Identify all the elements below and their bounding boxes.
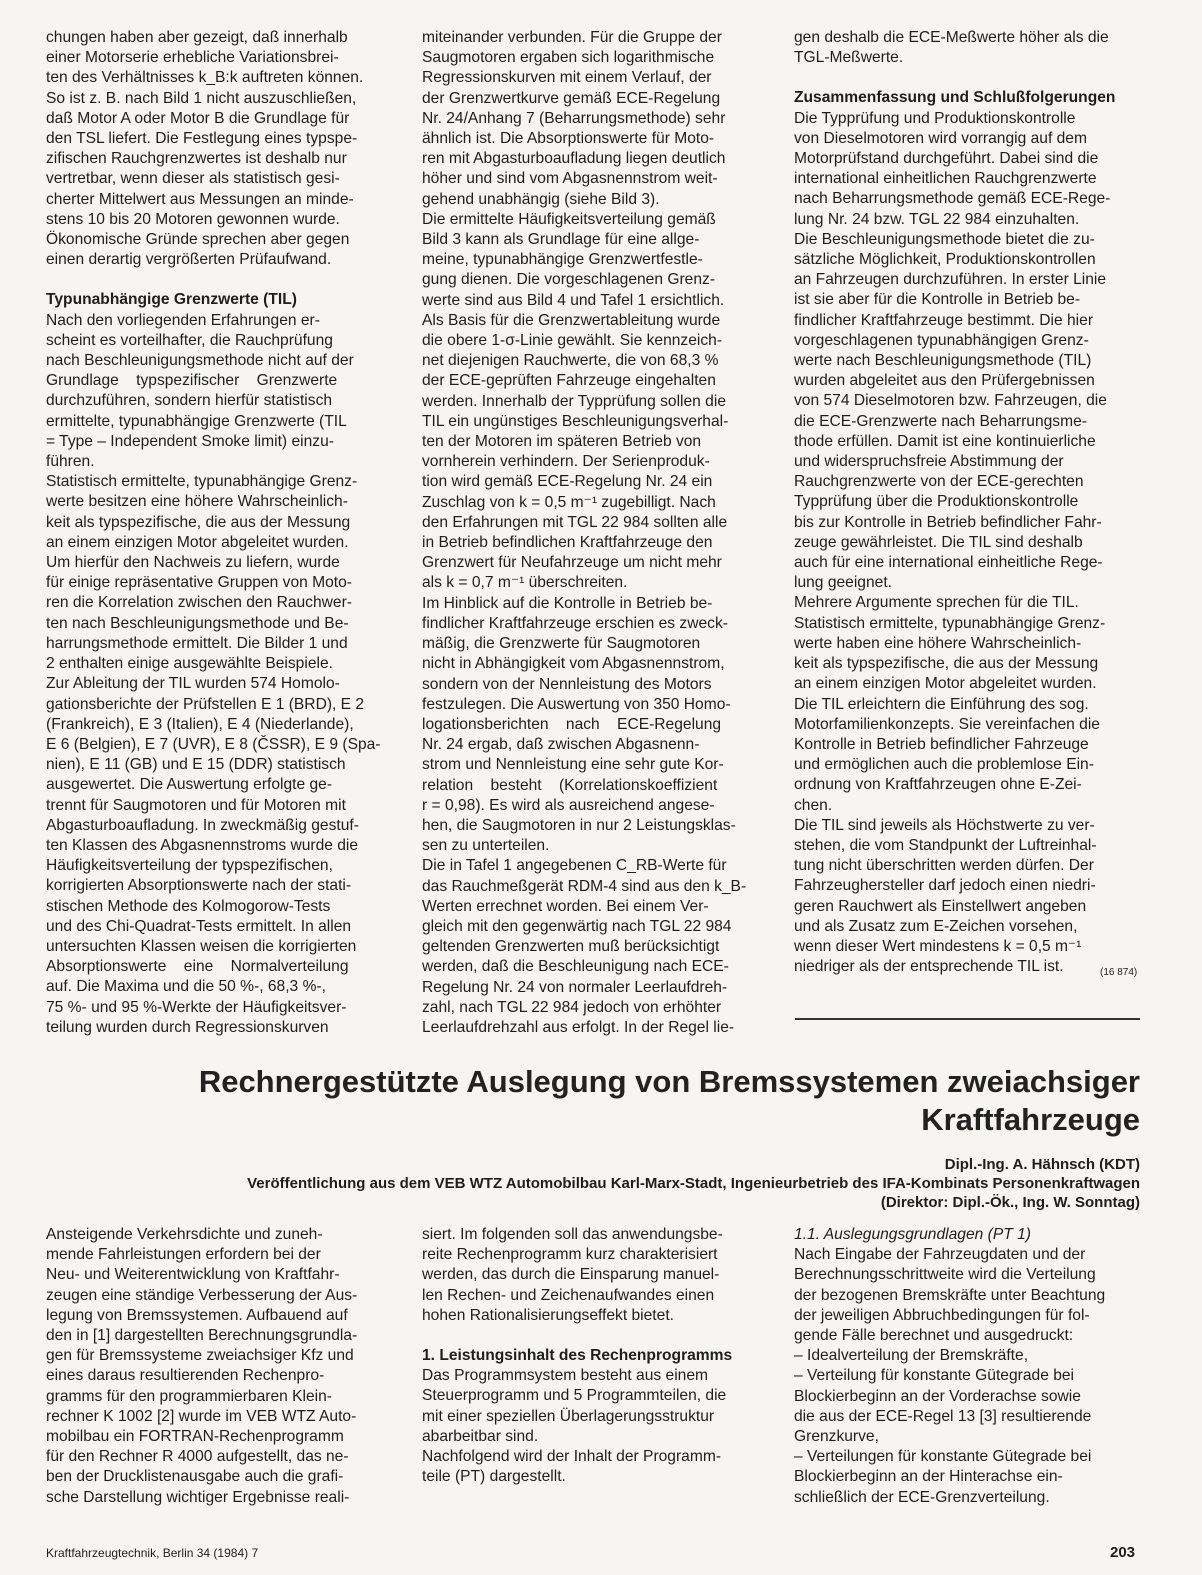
text-line: r = 0,98). Es wird als ausreichend angese- [422, 796, 715, 814]
text-line: gramms für den programmierbaren Klein- [46, 1387, 332, 1405]
text-line: werden, das durch die Einsparung manuel- [422, 1266, 720, 1284]
text-line: – Verteilung für konstante Gütegrade bei [794, 1367, 1075, 1385]
text-line: lung geeignet. [794, 574, 892, 592]
text-line: das Rauchmeßgerät RDM-4 sind aus den k_B- [422, 877, 747, 895]
text-line: hohen Rationalisierungseffekt bietet. [422, 1306, 674, 1324]
text-line: nach Beharrungsmethode gemäß ECE-Rege- [794, 190, 1111, 208]
text-line: zahl, nach TGL 22 984 jedoch von erhöhter [422, 998, 722, 1016]
text-line: Die Beschleunigungsmethode bietet die zu- [794, 230, 1095, 248]
text-line: Neu- und Weiterentwicklung von Kraftfahr- [46, 1266, 340, 1284]
text-line: logationsberichten nach ECE-Regelung [422, 715, 722, 733]
text-line: strom und Nennleistung eine sehr gute Kor- [422, 756, 724, 774]
article-title [60, 1063, 1140, 1139]
text-line: der ECE-geprüften Fahrzeuge eingehalten [422, 372, 716, 390]
text-line: ben der Drucklistenausgabe auch die grafi- [46, 1468, 344, 1486]
text-line: höher und sind vom Abgasnennstrom weit- [422, 170, 718, 188]
text-line: Grenzwert für Neufahrzeuge um nicht mehr [422, 554, 722, 572]
text-line: meine, typunabhängige Grenzwertfestle- [422, 251, 703, 269]
text-line: daß Motor A oder Motor B die Grundlage für [46, 109, 350, 127]
text-line: Zuschlag von k = 0,5 m⁻¹ zugebilligt. Nach [422, 493, 716, 511]
text-line: Statistisch ermittelte, typunabhängige Grenz- [794, 614, 1106, 632]
text-line: Kontrolle in Betrieb befindlicher Fahrzeuge [794, 735, 1089, 753]
text-line: chen. [794, 796, 833, 814]
text-line: gende Fälle berechnet und ausgedruckt: [794, 1327, 1074, 1345]
text-line: an Fahrzeugen durchzuführen. In erster Linie [794, 271, 1107, 289]
text-line: Typprüfung über die Produktionskontrolle [794, 493, 1079, 511]
text-line: sätzliche Möglichkeit, Produktionskontrollen [794, 251, 1096, 269]
text-line: lung Nr. 24 bzw. TGL 22 984 einzuhalten. [794, 210, 1080, 228]
text-line: werden. Innerhalb der Typprüfung sollen die [422, 392, 726, 410]
text-line: korrigierten Absorptionswerte nach der stati- [46, 877, 352, 895]
text-line: den TSL liefert. Die Festlegung eines typspe- [46, 130, 358, 148]
text-line: miteinander verbunden. Für die Gruppe der [422, 29, 722, 46]
text-line: Die in Tafel 1 angegebenen C_RB-Werte für [422, 857, 727, 875]
journal-footer: Kraftfahrzeugtechnik, Berlin 34 (1984) 7 [46, 1546, 259, 1560]
text-line: TGL-Meßwerte. [794, 49, 904, 67]
text-line: E 6 (Belgien), E 7 (UVR), E 8 (ČSSR), E 9 (Spa- [46, 735, 381, 753]
text-line: trennt für Saugmotoren und für Motoren mit [46, 796, 346, 814]
text-line: stischen Methode des Kolmogorow-Tests [46, 897, 331, 915]
text-line: Im Hinblick auf die Kontrolle in Betrieb be- [422, 594, 713, 612]
text-line: = Type – Independent Smoke limit) einzu- [46, 432, 334, 450]
column-1 [46, 28, 396, 1038]
text-line: einen derartig vergrößerten Prüfaufwand. [46, 251, 332, 269]
text-line: Zur Ableitung der TIL wurden 574 Homolo- [46, 675, 340, 693]
text-line: durchzuführen, sondern hierfür statistisch [46, 392, 333, 410]
text-line: gleich mit den gegenwärtig nach TGL 22 984 [422, 917, 732, 935]
text-line: Die Typprüfung und Produktionskontrolle [794, 109, 1076, 127]
text-line: ermittelte, typunabhängige Grenzwerte (TIL [46, 412, 347, 430]
text-line: ten der Motoren im späteren Betrieb von [422, 433, 702, 451]
text-line: gen deshalb die ECE-Meßwerte höher als die [794, 29, 1109, 46]
text-line: sche Darstellung wichtiger Ergebnisse reali- [46, 1488, 350, 1506]
text-line: ähnlich ist. Die Absorptionswerte für Moto- [422, 130, 715, 148]
column-2 [422, 28, 772, 1038]
text-line: siert. Im folgenden soll das anwendungsbe- [422, 1226, 723, 1243]
text-line: chungen haben aber gezeigt, daß innerhalb [46, 29, 348, 46]
text-line: sondern von der Nennleistung des Motors [422, 675, 712, 693]
text-line: ten Klassen des Abgasnennstroms wurde die [46, 836, 359, 854]
author-name: Dipl.-Ing. A. Hähnsch (KDT) [944, 1156, 1140, 1173]
text-line: Als Basis für die Grenzwertableitung wurde [422, 311, 721, 329]
text-line: Nach den vorliegenden Erfahrungen er- [46, 311, 320, 329]
text-line: festzulegen. Die Auswertung von 350 Homo- [422, 695, 731, 713]
text-line: werte nach Beschleunigungsmethode (TIL) [794, 352, 1092, 370]
text-line: (Frankreich), E 3 (Italien), E 4 (Niederlande), [46, 715, 354, 733]
text-line: stehen, die vom Standpunkt der Luftreinhal- [794, 836, 1097, 854]
text-line: Regelung Nr. 24 von normaler Leerlaufdreh- [422, 978, 728, 996]
text-line: ist sie aber für die Kontrolle in Betrieb be- [794, 291, 1081, 309]
text-line: auf. Die Maxima und die 50 %-, 68,3 %-, [46, 978, 326, 996]
text-line: Werten errechnet worden. Bei einem Ver- [422, 897, 709, 915]
text-line: Bild 3 kann als Grundlage für eine allge- [422, 231, 700, 249]
text-line: der bezogenen Bremskräfte unter Beachtung [794, 1286, 1106, 1304]
column-3-text-2 [794, 109, 1144, 978]
text-line: bis zur Kontrolle in Betrieb befindlicher Fahr- [794, 513, 1102, 531]
text-line: abarbeitbar sind. [422, 1427, 539, 1445]
text-line: wenn dieser Wert mindestens k = 0,5 m⁻¹ [794, 937, 1082, 955]
text-line: mit einer speziellen Überlagerungsstruktur [422, 1407, 715, 1425]
text-line: vorgeschlagenen typunabhängigen Grenz- [794, 331, 1089, 349]
text-line: gationsberichte der Prüfstellen E 1 (BRD), E 2 [46, 695, 365, 713]
column-2-text [422, 28, 772, 1038]
text-line: Regressionskurven mit einem Verlauf, der [422, 69, 712, 87]
text-line: untersuchten Klassen weisen die korrigierten [46, 937, 357, 955]
text-line: vornherein verhindern. Der Serienproduk- [422, 453, 710, 471]
article-column-2 [422, 1225, 772, 1487]
text-line: ausgewertet. Die Auswertung erfolgte ge- [46, 776, 333, 794]
text-line: Abgasturboaufladung. In zweckmäßig gestuf- [46, 816, 359, 834]
text-line: legung von Bremssystemen. Aufbauend auf [46, 1306, 348, 1324]
text-line: keit als typspezifische, die aus der Messung [794, 655, 1099, 673]
text-line: 2 enthalten einige ausgewählte Beispiele. [46, 655, 333, 673]
article-column-3 [794, 1225, 1144, 1508]
text-line: und des Chi-Quadrat-Tests ermittelt. In allen [46, 917, 352, 935]
column-3-text [794, 28, 1144, 68]
text-line: harrungsmethode ermittelt. Die Bilder 1 und [46, 634, 348, 652]
text-line: für den Rechner R 4000 aufgestellt, das ne- [46, 1448, 349, 1466]
text-line: gung dienen. Die vorgeschlagenen Grenz- [422, 271, 716, 289]
section-heading-til: Typunabhängige Grenzwerte (TIL) [46, 291, 297, 309]
text-line: – Verteilungen für konstante Gütegrade bei [794, 1448, 1092, 1466]
text-line: der Grenzwertkurve gemäß ECE-Regelung [422, 89, 721, 107]
text-line: für einige repräsentative Gruppen von Moto- [46, 574, 352, 592]
text-line: gen für Bremssysteme zweiachsiger Kfz und [46, 1347, 354, 1365]
text-line: nien), E 11 (GB) und E 15 (DDR) statistisch [46, 756, 346, 774]
text-line: Blockierbeginn an der Vorderachse sowie [794, 1387, 1081, 1405]
text-line: hen, die Saugmotoren in nur 2 Leistungsklas- [422, 816, 736, 834]
text-line: ten nach Beschleunigungsmethode und Be- [46, 614, 349, 632]
article-title-line-1: Rechnergestützte Auslegung von Bremssystemen zweiachsiger [198, 1064, 1140, 1099]
text-line: und ermöglichen auch die problemlose Ein- [794, 756, 1094, 774]
text-line: Leerlaufdrehzahl aus erfolgt. In der Regel lie- [422, 1018, 735, 1036]
text-line: auch für eine international einheitliche Rege- [794, 554, 1103, 572]
text-line: teile (PT) dargestellt. [422, 1468, 566, 1486]
text-line: Motorprüfstand durchgeführt. Dabei sind die [794, 150, 1099, 168]
subsection-heading-pt1: 1.1. Auslegungsgrundlagen (PT 1) [794, 1226, 1031, 1243]
text-line: wurden abgeleitet aus den Prüfergebnissen [794, 372, 1095, 390]
text-line: nach Beschleunigungsmethode nicht auf der [46, 352, 354, 370]
text-line: zeuge gewährleistet. Die TIL sind deshalb [794, 533, 1083, 551]
text-line: gehend unabhängig (siehe Bild 3). [422, 190, 660, 208]
text-line: von 574 Dieselmotoren bzw. Fahrzeugen, die [794, 392, 1107, 410]
text-line: Um hierfür den Nachweis zu liefern, wurde [46, 554, 340, 572]
page-number: 203 [1110, 1544, 1136, 1561]
text-line: ten des Verhältnisses k_B:k auftreten können. [46, 69, 364, 87]
text-line: an einem einzigen Motor abgeleitet wurden. [794, 675, 1097, 693]
text-line: zeugen eine ständige Verbesserung der Aus- [46, 1286, 358, 1304]
text-line: So ist z. B. nach Bild 1 nicht auszuschließen, [46, 89, 357, 107]
article-title-line-2: Kraftfahrzeuge [921, 1102, 1140, 1137]
text-line: als k = 0,7 m⁻¹ überschreiten. [422, 574, 628, 592]
text-line: zifischen Rauchgrenzwertes ist deshalb nur [46, 150, 347, 168]
text-line: scheint es vorteilhafter, die Rauchprüfung [46, 331, 333, 349]
text-line: – Idealverteilung der Bremskräfte, [794, 1347, 1029, 1365]
text-line: vertretbar, wenn dieser als statistisch gesi- [46, 170, 340, 188]
text-line: findlicher Kraftfahrzeuge bestimmt. Die hier [794, 311, 1094, 329]
text-line: net diejenigen Rauchwerte, die von 68,3 % [422, 352, 719, 370]
text-line: teilung wurden durch Regressionskurven [46, 1018, 329, 1036]
text-line: mäßig, die Grenzwerte für Saugmotoren [422, 635, 701, 653]
text-line: Grenzkurve, [794, 1428, 879, 1446]
text-line: einer Motorserie erhebliche Variationsbrei- [46, 49, 339, 67]
text-line: Berechnungsschrittweite wird die Verteilung [794, 1266, 1096, 1284]
text-line: und widerspruchsfreie Abstimmung der [794, 453, 1064, 471]
text-line: werte haben eine höhere Wahrscheinlich- [794, 634, 1082, 652]
publication-note-1: Veröffentlichung aus dem VEB WTZ Automobilbau Karl-Marx-Stadt, Ingenieurbetrieb des IFA-Kombinats Personenkraftwagen [247, 1175, 1140, 1192]
text-line: Blockierbeginn an der Hinterachse ein- [794, 1468, 1063, 1486]
text-line: mende Fahrleistungen erfordern bei der [46, 1246, 321, 1264]
text-line: cherter Mittelwert aus Messungen an minde- [46, 190, 354, 208]
text-line: ordnung von Kraftfahrzeugen ohne E-Zei- [794, 776, 1082, 794]
text-line: eines daraus resultierenden Rechenpro- [46, 1367, 325, 1385]
section-heading-summary: Zusammenfassung und Schlußfolgerungen [794, 89, 1116, 107]
text-line: ren mit Abgasturboaufladung liegen deutlich [422, 150, 726, 168]
text-line: sen zu unterteilen. [422, 837, 550, 855]
text-line: Rauchgrenzwerte von der ECE-gerechten [794, 473, 1084, 491]
section-heading-leistungsinhalt: 1. Leistungsinhalt des Rechenprogramms [422, 1347, 733, 1365]
text-line: ren die Korrelation zwischen den Rauchwer- [46, 594, 352, 612]
text-line: an einem einzigen Motor abgeleitet wurden. [46, 533, 349, 551]
text-line: von Dieselmotoren wird vorrangig auf dem [794, 129, 1087, 147]
text-line: den in [1] dargestellten Berechnungsgrundla- [46, 1327, 358, 1345]
text-line: Die TIL sind jeweils als Höchstwerte zu ver- [794, 816, 1095, 834]
text-line: Häufigkeitsverteilung der typspezifischen, [46, 857, 333, 875]
text-line: Steuerprogramm und 5 Programmteilen, die [422, 1387, 727, 1405]
text-line: Die ermittelte Häufigkeitsverteilung gemäß [422, 210, 716, 228]
text-line: 75 %- und 95 %-Werkte der Häufigkeitsver- [46, 998, 347, 1016]
text-line: Nachfolgend wird der Inhalt der Programm- [422, 1448, 722, 1466]
text-line: findlicher Kraftfahrzeuge erschien es zweck- [422, 614, 728, 632]
text-line: Nr. 24/Anhang 7 (Beharrungsmethode) sehr [422, 109, 726, 127]
text-line: Saugmotoren ergaben sich logarithmische [422, 49, 715, 67]
text-line: thode erfüllen. Damit ist eine kontinuierliche [794, 432, 1096, 450]
text-line: die obere 1-σ-Linie gewählt. Sie kennzeich- [422, 332, 723, 350]
text-line: TIL ein ungünstiges Beschleunigungsverhal- [422, 412, 729, 430]
text-line: die aus der ECE-Regel 13 [3] resultierende [794, 1407, 1092, 1425]
text-line: Nach Eingabe der Fahrzeugdaten und der [794, 1246, 1086, 1264]
text-line: geren Rauchwert als Einstellwert angeben [794, 897, 1087, 915]
text-line: werte besitzen eine höhere Wahrscheinlich- [46, 493, 348, 511]
text-line: Fahrzeughersteller darf jedoch einen niedri- [794, 877, 1096, 895]
article-column-1-text [46, 1225, 396, 1508]
text-line: relation besteht (Korrelationskoeffizient [422, 776, 718, 794]
text-line: werden, daß die Beschleunigung nach ECE- [422, 958, 729, 976]
column-1-text-2 [46, 311, 396, 1038]
article-column-1 [46, 1225, 396, 1508]
text-line: international einheitlichen Rauchgrenzwerte [794, 170, 1097, 188]
publication-note-2: (Direktor: Dipl.-Ök., Ing. W. Sonntag) [880, 1194, 1140, 1211]
text-line: reite Rechenprogramm kurz charakterisiert [422, 1246, 718, 1264]
text-line: keit als typspezifische, die aus der Messung [46, 513, 351, 531]
text-line: Motorfamilienkonzepts. Sie vereinfachen die [794, 715, 1100, 733]
text-line: tion wird gemäß ECE-Regelung Nr. 24 ein [422, 473, 713, 491]
text-line: den Erfahrungen mit TGL 22 984 sollten alle [422, 513, 728, 531]
text-line: mobilbau ein FORTRAN-Rechenprogramm [46, 1428, 344, 1446]
text-line: niedriger als der entsprechende TIL ist. [794, 958, 1064, 976]
text-line: Ökonomische Gründe sprechen aber gegen [46, 231, 350, 249]
article-column-3-text [794, 1245, 1144, 1508]
byline [60, 1155, 1140, 1212]
text-line: die ECE-Grenzwerte nach Beharrungsme- [794, 412, 1087, 430]
text-line: werte sind aus Bild 4 und Tafel 1 ersichtlich. [422, 291, 725, 309]
text-line: Mehrere Argumente sprechen für die TIL. [794, 594, 1079, 612]
text-line: nicht in Abhängigkeit vom Abgasnennstrom, [422, 655, 725, 673]
text-line: Grundlage typspezifischer Grenzwerte [46, 372, 338, 390]
text-line: Ansteigende Verkehrsdichte und zuneh- [46, 1226, 323, 1243]
article-column-2-text-2 [422, 1366, 772, 1487]
column-1-text [46, 28, 396, 270]
reference-number: (16 874) [1100, 967, 1138, 978]
text-line: rechner K 1002 [2] wurde im VEB WTZ Auto- [46, 1407, 357, 1425]
text-line: stens 10 bis 20 Motoren gewonnen wurde. [46, 210, 340, 228]
text-line: schließlich der ECE-Grenzverteilung. [794, 1488, 1050, 1506]
text-line: führen. [46, 453, 95, 471]
text-line: und als Zusatz zum E-Zeichen vorsehen, [794, 917, 1078, 935]
text-line: Absorptionswerte eine Normalverteilung [46, 958, 349, 976]
text-line: der jeweiligen Abbruchbedingungen für fol- [794, 1306, 1090, 1324]
text-line: in Betrieb befindlichen Kraftfahrzeuge den [422, 534, 713, 552]
text-line: len Rechen- und Zeichenaufwandes einen [422, 1286, 715, 1304]
column-3 [794, 28, 1144, 977]
text-line: Nr. 24 ergab, daß zwischen Abgasnenn- [422, 736, 700, 754]
text-line: Die TIL erleichtern die Einführung des sog. [794, 695, 1089, 713]
text-line: Statistisch ermittelte, typunabhängige Grenz- [46, 473, 358, 491]
divider-rule [795, 1018, 1140, 1020]
text-line: tung nicht überschritten werden dürfen. Der [794, 857, 1094, 875]
article-column-2-text [422, 1225, 772, 1326]
text-line: Das Programmsystem besteht aus einem [422, 1367, 708, 1385]
text-line: geltenden Grenzwerten muß berücksichtigt [422, 938, 720, 956]
